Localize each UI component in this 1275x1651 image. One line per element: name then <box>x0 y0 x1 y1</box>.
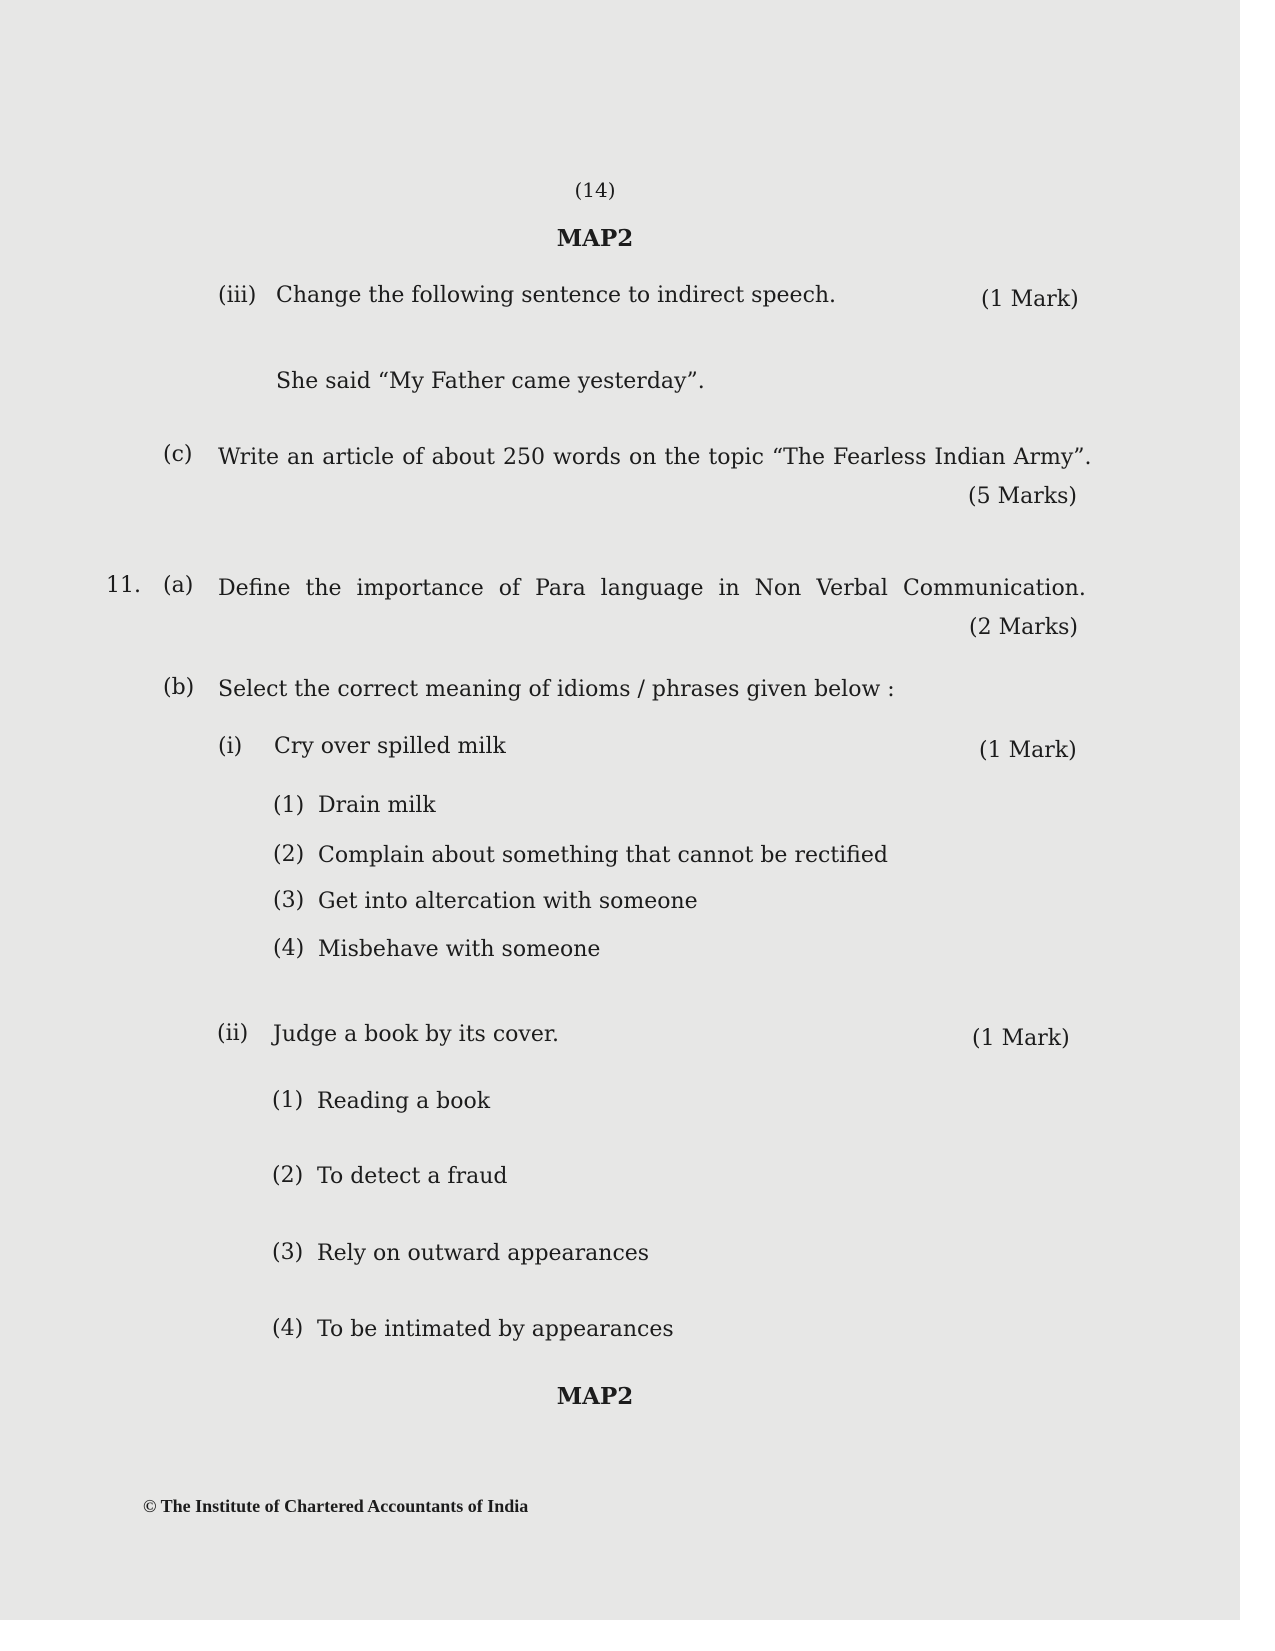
q11-b-label: (b) <box>163 675 195 700</box>
option-number: (2) <box>272 1163 304 1188</box>
option-text: Drain milk <box>318 793 436 818</box>
option-number: (3) <box>272 1240 304 1265</box>
q11-b-i-marks: (1 Mark) <box>979 738 1077 763</box>
q11-b-ii-text: Judge a book by its cover. <box>273 1022 559 1047</box>
q11-b-ii-label: (ii) <box>217 1021 249 1046</box>
option-number: (3) <box>273 888 305 913</box>
option-number: (4) <box>273 936 305 961</box>
q11-b-i-label: (i) <box>218 734 243 759</box>
q11-a-marks: (2 Marks) <box>969 615 1078 640</box>
q11-b-ii-marks: (1 Mark) <box>972 1026 1070 1051</box>
q10-b-iii-text: Change the following sentence to indirect speech. <box>276 283 837 308</box>
page-number: (14) <box>574 178 616 202</box>
option-text: Rely on outward appearances <box>317 1241 650 1266</box>
q10-c-marks: (5 Marks) <box>968 484 1077 509</box>
option-number: (4) <box>272 1316 304 1341</box>
q10-b-iii-label: (iii) <box>218 283 257 308</box>
option-number: (1) <box>272 1088 304 1113</box>
option-text: Reading a book <box>317 1089 491 1114</box>
q11-b-text: Select the correct meaning of idioms / phrases given below : <box>218 677 895 702</box>
q11-b-i-text: Cry over spilled milk <box>274 734 506 759</box>
option-number: (2) <box>273 842 305 867</box>
paper-code-header: MAP2 <box>556 225 634 252</box>
copyright-footer: © The Institute of Chartered Accountants of India <box>143 1496 529 1516</box>
q11-a-label: (a) <box>163 573 194 598</box>
paper-code-footer: MAP2 <box>556 1383 634 1410</box>
option-text: To be intimated by appearances <box>317 1317 674 1342</box>
option-text: To detect a fraud <box>317 1164 508 1189</box>
q10-c-label: (c) <box>163 442 193 467</box>
q10-b-iii-marks: (1 Mark) <box>981 287 1079 312</box>
option-text: Complain about something that cannot be rectified <box>318 843 888 868</box>
q11-number: 11. <box>106 573 141 598</box>
q10-c-text: Write an article of about 250 words on the topic “The Fearless Indian Army”. <box>218 445 1092 470</box>
option-text: Get into altercation with someone <box>318 889 698 914</box>
q11-a-text: Define the importance of Para language in Non Verbal Communication. <box>218 576 1086 601</box>
option-number: (1) <box>273 793 305 818</box>
q10-b-iii-sentence: She said “My Father came yesterday”. <box>276 369 705 394</box>
option-text: Misbehave with someone <box>318 937 601 962</box>
